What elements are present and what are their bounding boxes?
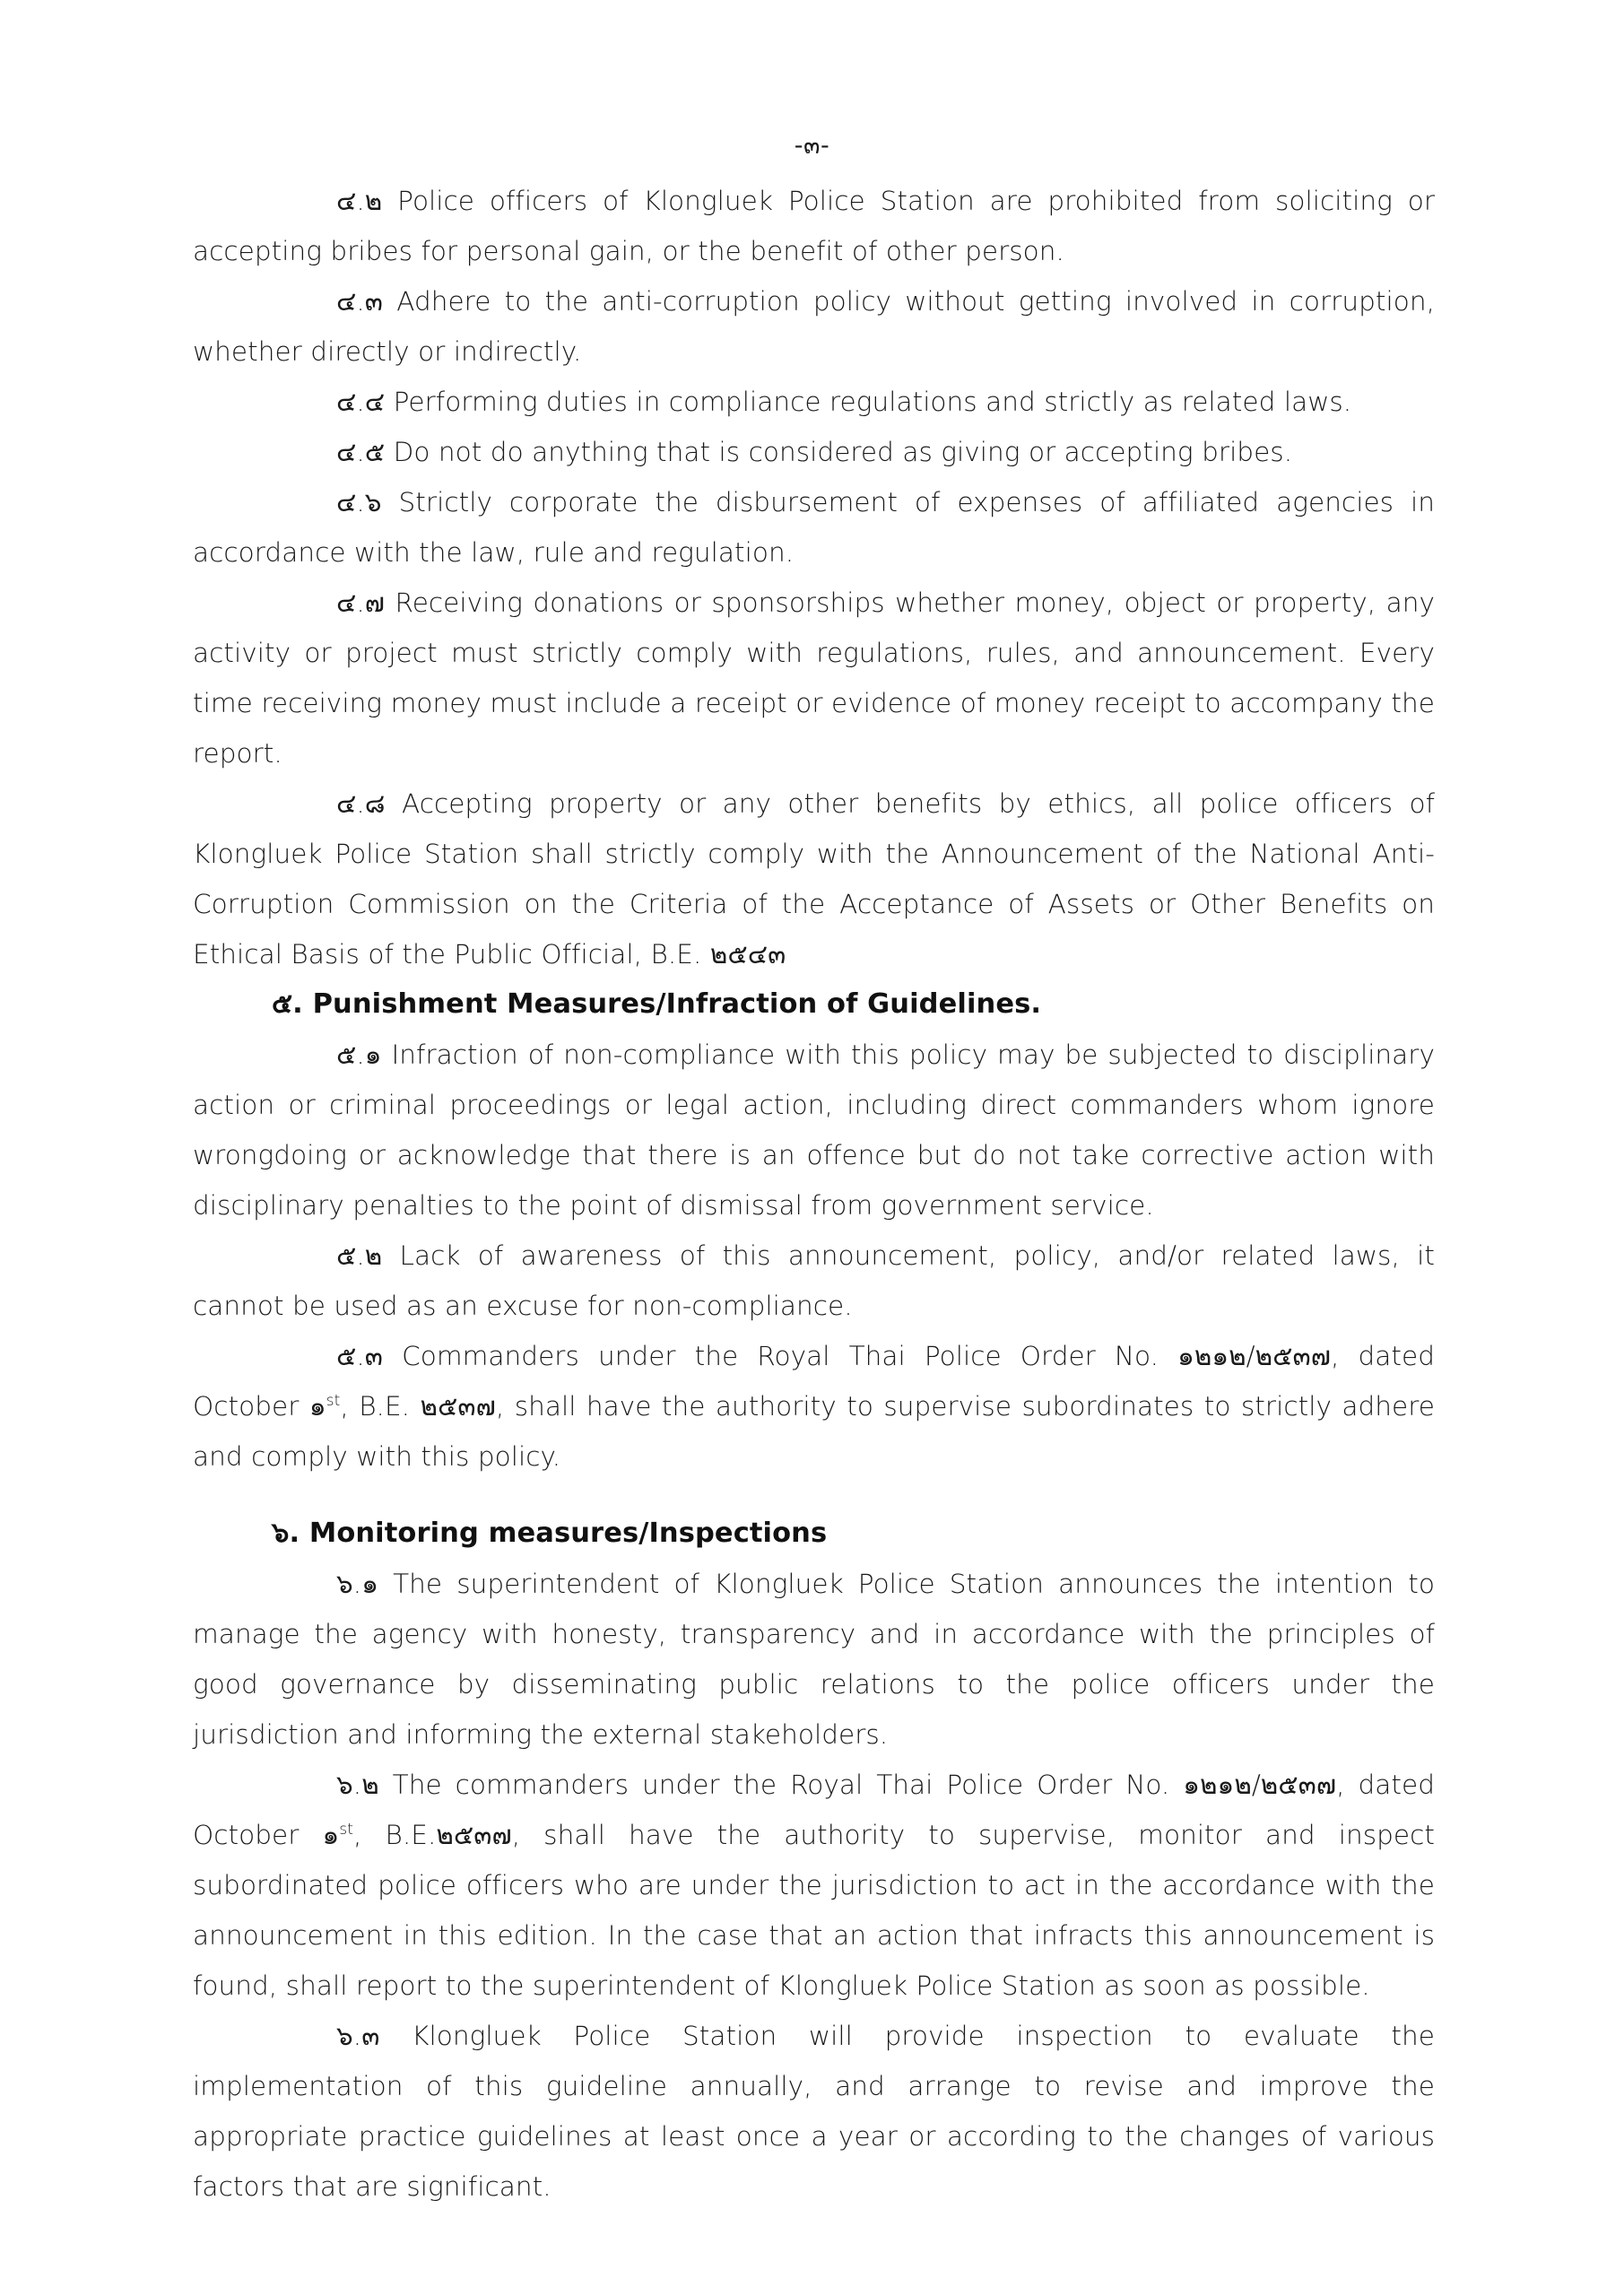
paragraph-4-5: ๔.๕ Do not do anything that is considered as giving or accepting bribes.	[336, 437, 1293, 467]
paragraph-4-3: ๔.๓ Adhere to the anti-corruption policy without getting involved in corruption, whether directly or indirectly.	[193, 286, 1435, 367]
paragraph-4-7: ๔.๗ Receiving donations or sponsorships whether money, object or property, any activity or project must strictly comply with regulations, rules, and announcement. Every time receiving money must include a receipt or evidence of money receipt to accompany the report.	[193, 587, 1435, 769]
paragraph-6-3: ๖.๓ Klongluek Police Station will provide inspection to evaluate the implementation of this guideline annually, and arrange to revise and improve the appropriate practice guidelines at least once a year or according to the changes of various factors that are significant.	[193, 2021, 1435, 2202]
paragraph-5-3-part2: , B.E. ๒๕๓๗, shall have the authority to supervise subordinates to strictly adhere and comply with this policy.	[193, 1391, 1435, 1472]
paragraph-5-2: ๕.๒ Lack of awareness of this announcement, policy, and/or related laws, it cannot be used as an excuse for non-compliance.	[193, 1240, 1435, 1321]
ordinal-suffix-st: st	[326, 1392, 341, 1411]
section-spacer	[193, 1482, 1435, 1509]
section-heading-6: ๖. Monitoring measures/Inspections	[272, 1518, 828, 1549]
document-body	[193, 176, 1435, 2212]
paragraph-4-6: ๔.๖ Strictly corporate the disbursement of expenses of affiliated agencies in accordance with the law, rule and regulation.	[193, 487, 1435, 568]
paragraph-5-1: ๕.๑ Infraction of non-compliance with this policy may be subjected to disciplinary action or criminal proceedings or legal action, including direct commanders whom ignore wrongdoing or acknowledge that there is an offence but do not take corrective action with disciplinary penalties to the point of dismissal from government service.	[193, 1039, 1435, 1221]
paragraph-4-8: ๔.๘ Accepting property or any other benefits by ethics, all police officers of Klongluek Police Station shall strictly comply with the Announcement of the National Anti-Corruption Commission on the Criteria of the Acceptance of Assets or Other Benefits on Ethical Basis of the Public Official, B.E. ๒๕๔๓	[193, 788, 1435, 970]
ordinal-suffix-st: st	[339, 1821, 353, 1839]
paragraph-4-4: ๔.๔ Performing duties in compliance regulations and strictly as related laws.	[336, 387, 1352, 417]
paragraph-4-2: ๔.๒ Police officers of Klongluek Police Station are prohibited from soliciting or accepting bribes for personal gain, or the benefit of other person.	[193, 186, 1435, 266]
paragraph-5-3-part1: ๕.๓ Commanders under the Royal Thai Police Order No. ๑๒๑๒/๒๕๓๗, dated October ๑	[193, 1341, 1435, 1422]
paragraph-6-1: ๖.๑ The superintendent of Klongluek Police Station announces the intention to manage the agency with honesty, transparency and in accordance with the principles of good governance by disseminating public relations to the police officers under the jurisdiction and informing the external stakeholders.	[193, 1569, 1435, 1750]
paragraph-5-3	[193, 1331, 1435, 1482]
section-heading-5: ๕. Punishment Measures/Infraction of Guidelines.	[272, 988, 1042, 1020]
paragraph-6-2-part1: ๖.๒ The commanders under the Royal Thai Police Order No. ๑๒๑๒/๒๕๓๗, dated October ๑	[193, 1770, 1435, 1850]
paragraph-6-2-part2: , B.E.๒๕๓๗, shall have the authority to supervise, monitor and inspect subordinated police officers who are under the jurisdiction to act in the accordance with the announcement in this edition. In the case that an action that infracts this announcement is found, shall report to the superintendent of Klongluek Police Station as soon as possible.	[193, 1820, 1435, 2001]
paragraph-6-2	[193, 1760, 1435, 2011]
page-number: -๓-	[794, 132, 830, 160]
